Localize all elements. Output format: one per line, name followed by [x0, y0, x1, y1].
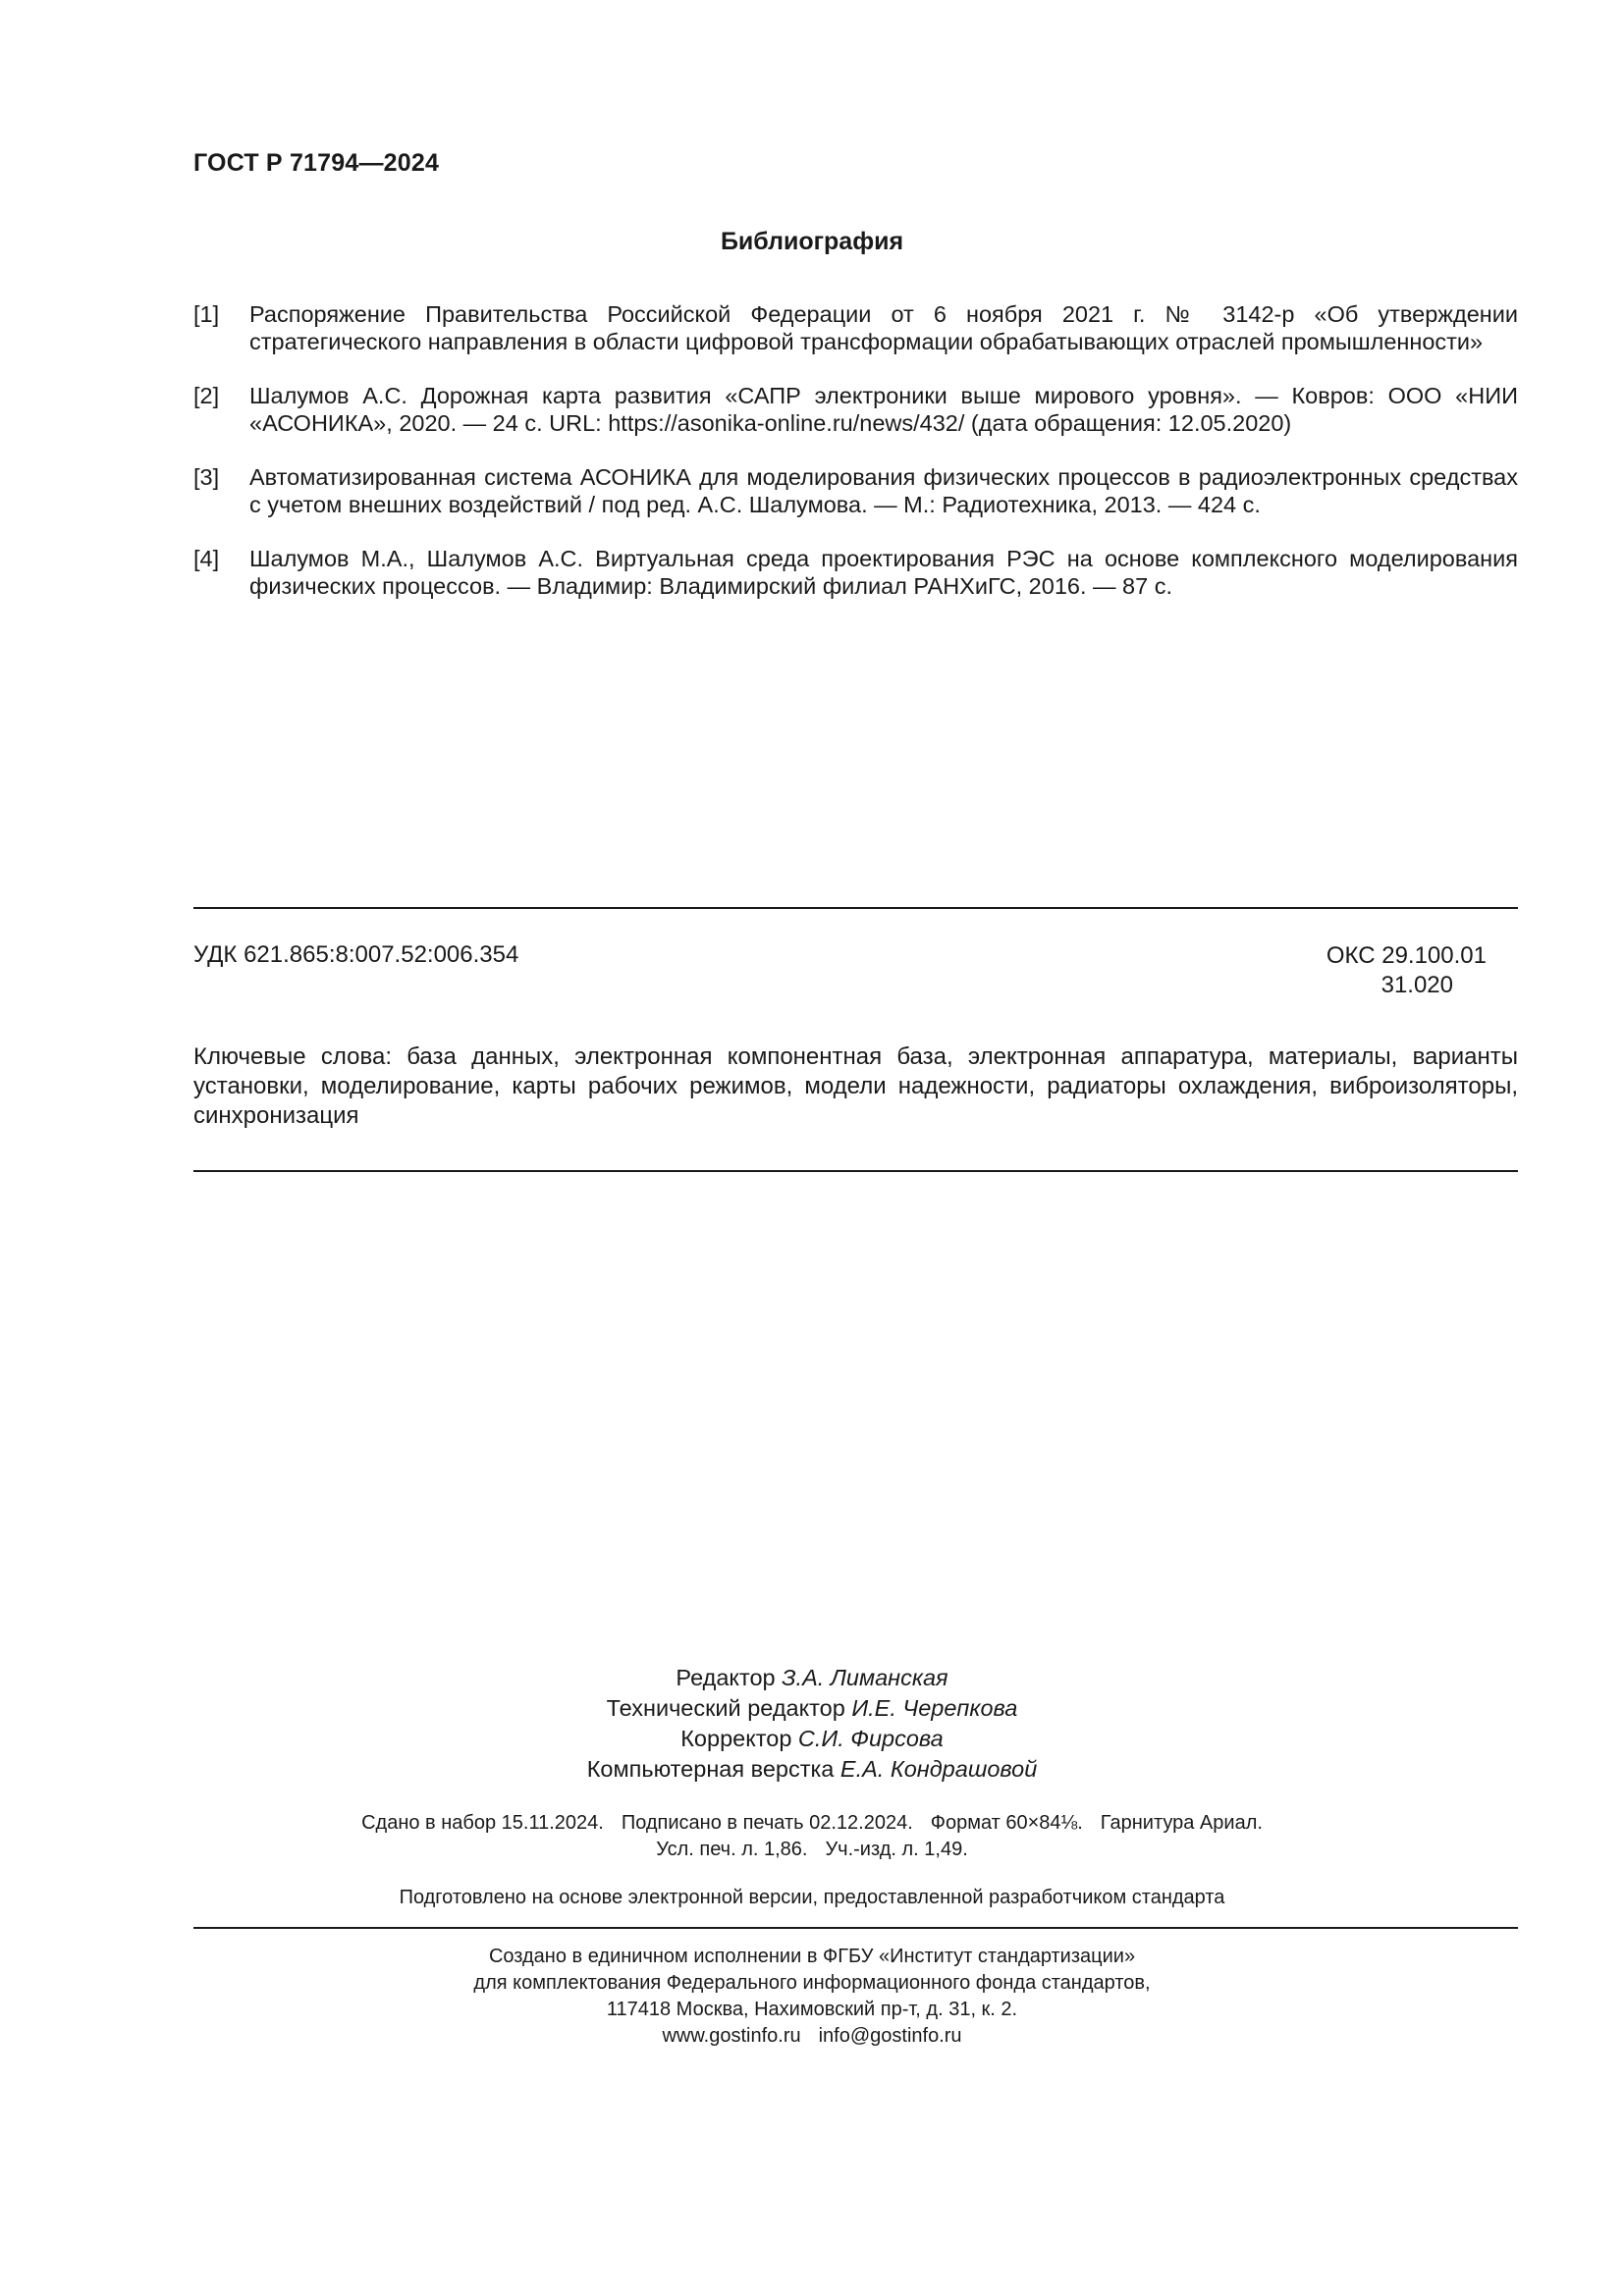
prepared-note: Подготовлено на основе электронной версии, предоставленной разработчиком стандарта: [399, 1887, 1225, 1908]
edit-sheets: Уч.-изд. л. 1,49.: [825, 1839, 968, 1860]
divider: [193, 1170, 1518, 1172]
print-info-line-1: [0, 1810, 1624, 1837]
udk-code: УДК 621.865:8:007.52:006.354: [193, 941, 519, 968]
standard-code: ГОСТ Р 71794—2024: [193, 149, 440, 177]
reference-text: Распоряжение Правительства Российской Федерации от 6 ноября 2021 г. № 3142-р «Об утверждении стратегического направления в области цифровой трансформации обрабатывающих отраслей промышленности»: [249, 301, 1518, 354]
oks-code-primary: ОКС 29.100.01: [1326, 942, 1487, 969]
email-link[interactable]: info@gostinfo.ru: [818, 2025, 962, 2047]
bibliography-title: Библиография: [720, 228, 904, 255]
bibliography-item: [193, 463, 1518, 518]
bibliography-list: [193, 300, 1518, 626]
reference-number: [1]: [193, 301, 220, 327]
credit-line: [0, 1663, 1624, 1693]
credit-role: Технический редактор: [606, 1695, 845, 1721]
keywords: Ключевые слова: база данных, электронная компонентная база, электронная аппаратура, материалы, варианты установки, моделирование, карты рабочих режимов, модели надежности, радиаторы охлаждения, виброизоляторы, синхронизация: [193, 1043, 1518, 1129]
publisher-info: [0, 1944, 1624, 2050]
editorial-credits: [0, 1663, 1624, 1785]
website-link[interactable]: www.gostinfo.ru: [662, 2025, 801, 2047]
reference-number: [2]: [193, 383, 220, 408]
print-sheets: Усл. печ. л. 1,86.: [656, 1839, 808, 1860]
print-info: [0, 1810, 1624, 1863]
reference-number: [4]: [193, 546, 220, 571]
reference-number: [3]: [193, 464, 220, 490]
credit-line: [0, 1693, 1624, 1724]
signed-date: Подписано в печать 02.12.2024.: [621, 1812, 913, 1834]
credit-role: Редактор: [676, 1665, 776, 1690]
reference-text: Шалумов М.А., Шалумов А.С. Виртуальная среда проектирования РЭС на основе комплексного моделирования физических процессов. — Владимир: Владимирский филиал РАНХиГС, 2016. — 87 с.: [249, 546, 1518, 599]
credit-name: З.А. Лиманская: [782, 1665, 948, 1690]
publisher-line: для комплектования Федерального информационного фонда стандартов,: [473, 1972, 1151, 1994]
reference-text: Шалумов А.С. Дорожная карта развития «САПР электроники выше мирового уровня». — Ковров: ООО «НИИ «АСОНИКА», 2020. — 24 с. URL: https://asonika-online.ru/news/432/ (дата обращения: 12.05.2020): [249, 383, 1518, 436]
publisher-line: Создано в единичном исполнении в ФГБУ «Институт стандартизации»: [488, 1946, 1136, 1967]
publisher-address: 117418 Москва, Нахимовский пр-т, д. 31, к. 2.: [606, 1999, 1018, 2020]
reference-text: Автоматизированная система АСОНИКА для моделирования физических процессов в радиоэлектронных средствах с учетом внешних воздействий / под ред. А.С. Шалумова. — М.: Радиотехника, 2013. — 424 с.: [249, 464, 1518, 517]
typeface: Гарнитура Ариал.: [1100, 1812, 1263, 1834]
credit-role: Компьютерная верстка: [586, 1756, 835, 1782]
divider: [193, 1927, 1518, 1929]
bibliography-item: [193, 545, 1518, 600]
credit-name: Е.А. Кондрашовой: [839, 1756, 1038, 1782]
oks-code-secondary: 31.020: [1380, 972, 1453, 998]
oks-codes: [1326, 941, 1487, 1000]
credit-name: И.Е. Черепкова: [851, 1695, 1018, 1721]
credit-name: С.И. Фирсова: [797, 1726, 944, 1751]
submitted-date: Сдано в набор 15.11.2024.: [361, 1812, 604, 1834]
bibliography-item: [193, 382, 1518, 437]
print-info-line-2: [0, 1837, 1624, 1863]
divider: [193, 907, 1518, 909]
credit-role: Корректор: [680, 1726, 792, 1751]
paper-format: Формат 60×84⅛.: [930, 1812, 1083, 1834]
credit-line: [0, 1724, 1624, 1754]
credit-line: [0, 1754, 1624, 1785]
publisher-contacts: [0, 2023, 1624, 2050]
bibliography-item: [193, 300, 1518, 355]
